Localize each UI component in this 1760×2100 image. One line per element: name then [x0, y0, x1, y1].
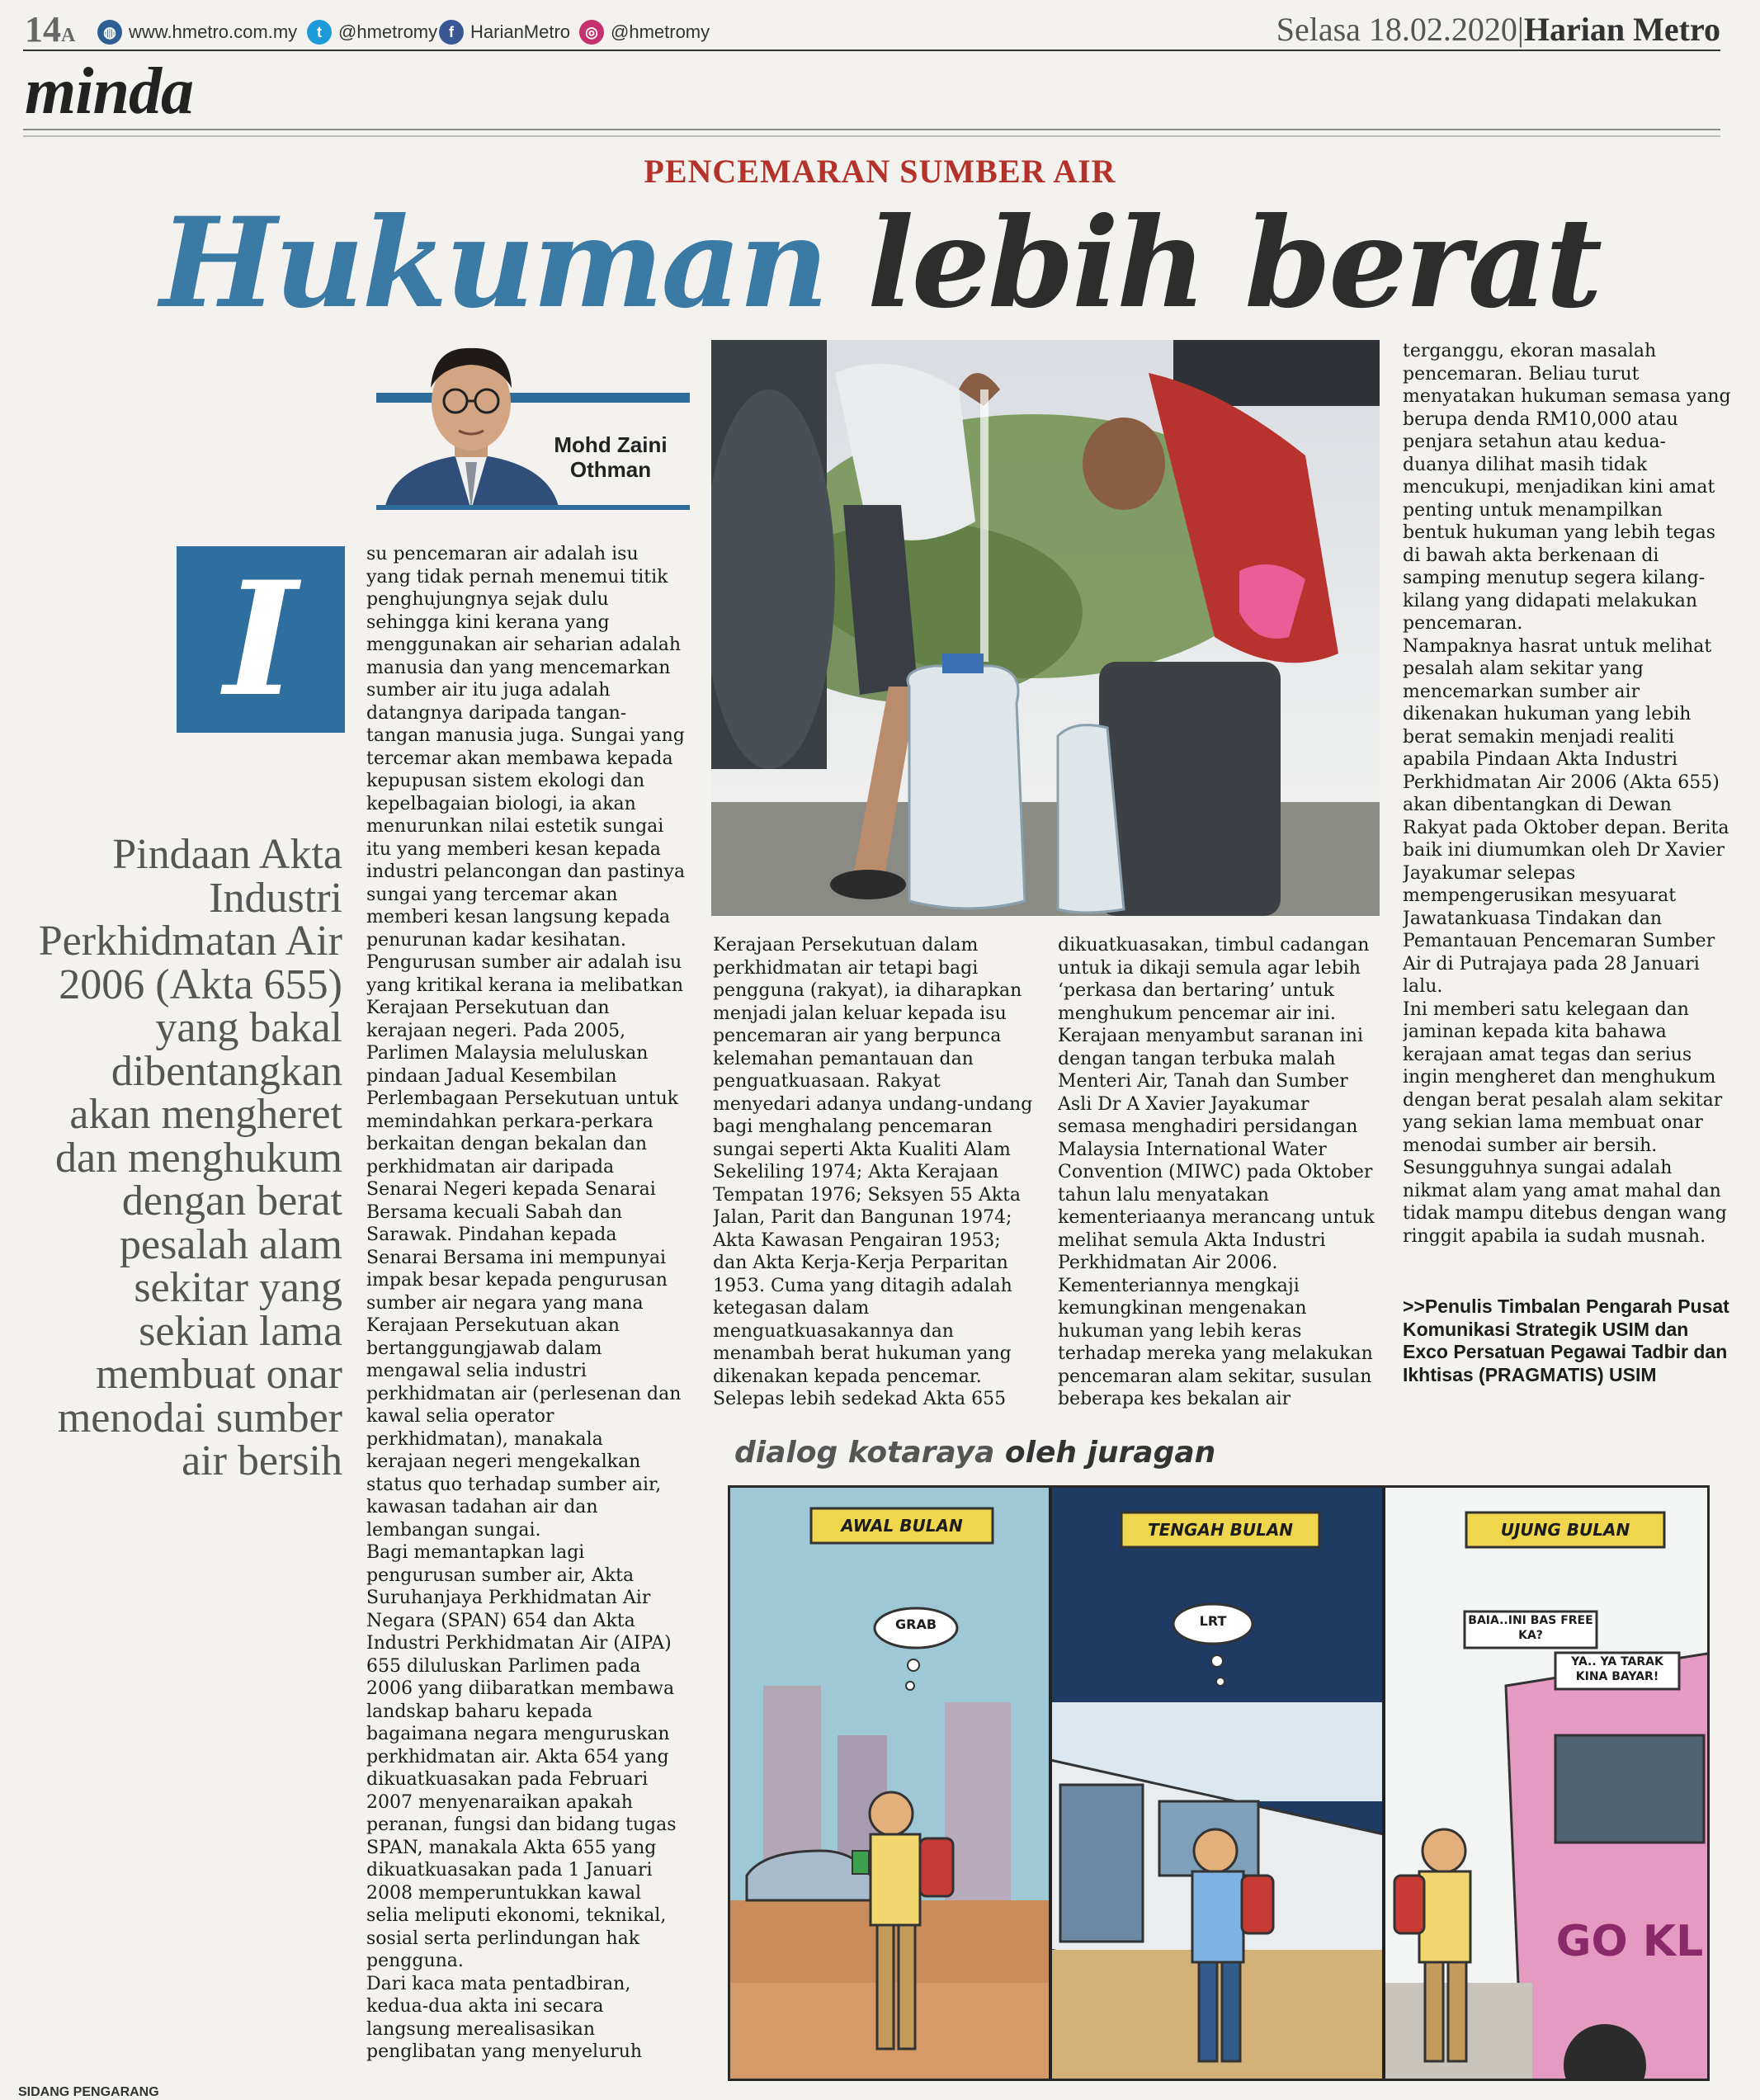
- panel-2-bubble: LRT: [1199, 1613, 1227, 1629]
- pull-quote: Pindaan Akta Industri Perkhidmatan Air 2006 (Akta 655) yang bakal dibentangkan akan mengheret dan menghukum dengan berat pesalah alam sekitar yang sekian lama membuat onar menodai sumber air bersih: [38, 831, 342, 1484]
- dropcap: I: [177, 546, 345, 733]
- page-number: 14A: [25, 9, 76, 50]
- twitter-link[interactable]: t @hmetromy: [307, 18, 437, 46]
- masthead-rule: [23, 50, 1720, 51]
- author-photo: [376, 330, 566, 510]
- section-rule: [23, 129, 1720, 137]
- author-bar-bottom: [376, 505, 690, 510]
- article-column-3: dikuatkuasakan, timbul cadangan untuk ia dikaji semula agar lebih ‘perkasa dan bertaring’ untuk menghukum pencemar air ini. Kerajaan menyambut saranan ini dengan tangan terbuka malah Menteri Air, Tanah dan Sumber Asli Dr A Xavier Jayakumar semasa menghadiri persidangan Malaysia International Water Convention (MIWC) pada Oktober tahun lalu menyatakan kementeriaanya merancang untuk melihat semula Akta Industri Perkhidmatan Air 2006. Kementeriannya mengkaji kemungkinan mengenakan hukuman yang lebih keras terhadap mereka yang melakukan pencemaran alam sekitar, susulan beberapa kes bekalan air: [1058, 935, 1375, 1409]
- panel-3-bubble-1: BAIA..INI BAS FREE KA?: [1468, 1614, 1593, 1642]
- author-name: Mohd Zaini Othman: [554, 432, 668, 482]
- facebook-icon: f: [439, 20, 464, 45]
- headline-part-1: Hukuman: [159, 191, 827, 336]
- panel-2-caption: TENGAH BULAN: [1147, 1520, 1294, 1540]
- article-column-2: Kerajaan Persekutuan dalam perkhidmatan air tetapi bagi pengguna (rakyat), ia diharapkan menjadi jalan keluar kepada isu pencemaran air yang berpunca kelemahan pemantauan dan penguatkuasaan. Rakyat menyedari adanya undang-undang bagi menghalang pencemaran sungai seperti Akta Kualiti Alam Sekeliling 1974; Akta Kerajaan Tempatan 1976; Seksyen 55 Akta Jalan, Parit dan Bangunan 1974; Akta Kawasan Pengairan 1953; dan Akta Kerja-Kerja Perparitan 1953. Cuma yang ditagih adalah ketegasan dalam menguatkuasakannya dan menambah berat hukuman yang dikenakan kepada pencemar. Selepas lebih sedekad Akta 655: [713, 935, 1033, 1409]
- instagram-link[interactable]: ◎ @hmetromy: [579, 18, 710, 46]
- section-name: minda: [25, 55, 193, 128]
- instagram-icon: ◎: [579, 20, 604, 45]
- panel-3-bubble-2: YA.. YA TARAK KINA BAYAR!: [1571, 1655, 1663, 1683]
- headline: [0, 191, 1760, 336]
- headline-part-2: lebih berat: [866, 191, 1601, 336]
- panel-3-caption: UJUNG BULAN: [1500, 1520, 1630, 1540]
- article-column-4: terganggu, ekoran masalah pencemaran. Beliau turut menyatakan hukuman semasa yang berupa denda RM10,000 atau penjara setahun atau kedua-duanya dilihat masih tidak mencukupi, menjadikan kini amat penting untuk menampilkan bentuk hukuman yang lebih tegas di bawah akta berkenaan di samping menutup segera kilang-kilang yang didapati melakukan pencemaran. Nampaknya hasrat untuk melihat pesalah alam sekitar yang mencemarkan sumber air dikenakan hukuman yang lebih berat semakin menjadi realiti apabila Pindaan Akta Industri Perkhidmatan Air 2006 (Akta 655) akan dibentangkan di Dewan Rakyat pada Oktober depan. Berita baik ini diumumkan oleh Dr Xavier Jayakumar selepas mempengerusikan mesyuarat Jawatankuasa Tindakan dan Pemantauan Pencemaran Sumber Air di Putrajaya pada 28 Januari lalu. Ini memberi satu kelegaan dan jaminan kepada kita bahawa kerajaan amat tegas dan serius ingin mengheret dan menghukum dengan berat pesalah alam sekitar yang sekian lama membuat onar menodai sumber air bersih. Sesungguhnya sungai adalah nikmat alam yang amat mahal dan tidak mampu ditebus dengan wang ringgit apabila ia sudah musnah.: [1403, 341, 1731, 1247]
- panel-1-bubble: GRAB: [894, 1616, 937, 1632]
- twitter-icon: t: [307, 20, 332, 45]
- comic-title: dialog kotaraya oleh juragan: [734, 1436, 1216, 1470]
- facebook-link[interactable]: f HarianMetro: [439, 18, 570, 46]
- bus-sign: GO KL: [1555, 1917, 1704, 1966]
- author-note: >>Penulis Timbalan Pengarah Pusat Komunikasi Strategik USIM dan Exco Persatuan Pegawai Tadbir dan Ikhtisas (PRAGMATIS) USIM: [1403, 1295, 1729, 1385]
- panel-1-caption: AWAL BULAN: [841, 1516, 963, 1536]
- comic-artwork: [730, 1488, 1710, 2081]
- dateline: Selasa 18.02.2020|Harian Metro: [1276, 11, 1720, 48]
- globe-icon: ◍: [97, 20, 122, 45]
- comic-strip: [728, 1485, 1710, 2081]
- kicker: PENCEMARAN SUMBER AIR: [644, 153, 1116, 190]
- article-photo: [711, 340, 1380, 916]
- footer-label: SIDANG PENGARANG: [18, 2085, 159, 2099]
- website-link[interactable]: ◍ www.hmetro.com.my: [97, 18, 297, 46]
- article-column-1: su pencemaran air adalah isu yang tidak pernah menemui titik penghujungnya sejak dulu sehingga kini kerana yang menggunakan air seharian adalah manusia dan yang mencemarkan sumber air itu juga adalah datangnya daripada tangan-tangan manusia juga. Sungai yang tercemar akan membawa kepada kepupusan sistem ekologi dan kepelbagaian biologi, ia akan menurunkan nilai estetik sungai itu yang memberi kesan kepada industri pelancongan dan pastinya sungai yang tercemar akan memberi kesan langsung kepada penurunan kadar kesihatan. Pengurusan sumber air adalah isu yang kritikal kerana ia melibatkan Kerajaan Persekutuan dan kerajaan negeri. Pada 2005, Parlimen Malaysia meluluskan pindaan Jadual Kesembilan Perlembagaan Persekutuan untuk memindahkan perkara-perkara berkaitan dengan bekalan dan perkhidmatan air daripada Senarai Negeri kepada Senarai Bersama kecuali Sabah dan Sarawak. Pindahan kepada Senarai Bersama ini mempunyai impak besar kepada pengurusan sumber air negara yang mana Kerajaan Persekutuan akan bertanggungjawab dalam mengawal selia industri perkhidmatan air (perlesenan dan kawal selia operator perkhidmatan), manakala kerajaan negeri mengekalkan status quo terhadap sumber air, kawasan tadahan air dan lembangan sungai. Bagi memantapkan lagi pengurusan sumber air, Akta Suruhanjaya Perkhidmatan Air Negara (SPAN) 654 dan Akta Industri Perkhidmatan Air (AIPA) 655 diluluskan Parlimen pada 2006 yang diibaratkan membawa landskap baharu kepada bagaimana negara menguruskan perkhidmatan air. Akta 654 yang dikuatkuasakan pada Februari 2007 menyenaraikan apakah peranan, fungsi dan bidang tugas SPAN, manakala Akta 655 yang dikuatkuasakan pada 1 Januari 2008 memperuntukkan kawal selia meliputi ekonomi, teknikal, sosial serta perlindungan hak pengguna. Dari kaca mata pentadbiran, kedua-dua akta ini secara langsung merealisasikan penglibatan yang menyeluruh: [366, 544, 686, 2062]
